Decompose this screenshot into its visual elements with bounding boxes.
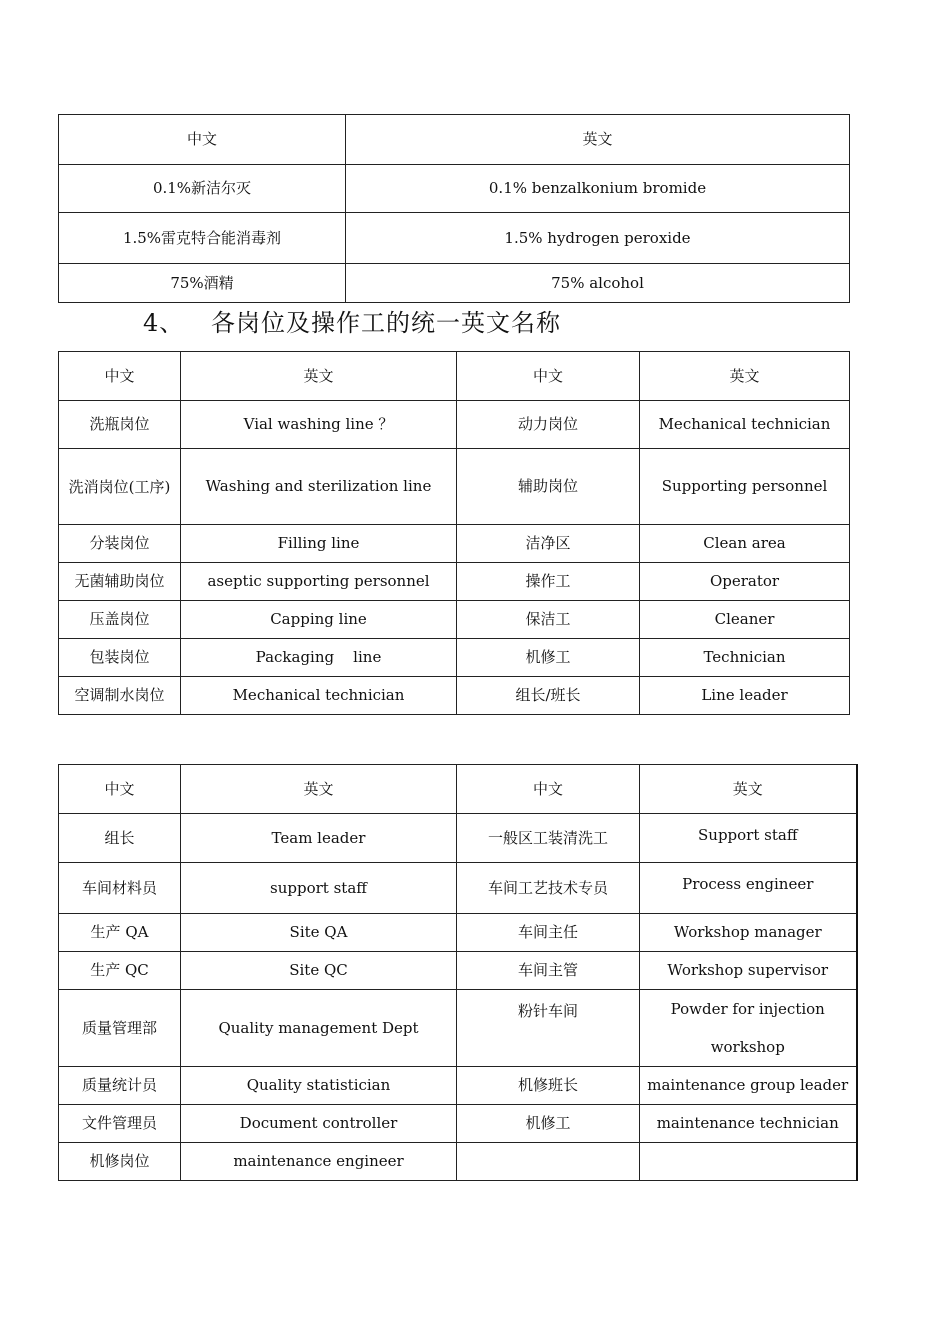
table-cell: 文件管理员 [59, 1105, 181, 1143]
table-cell: Clean area [640, 525, 850, 563]
table-row [59, 401, 850, 449]
table-cell: Cleaner [640, 601, 850, 639]
table-cell: Packaging line [181, 639, 457, 677]
table-cell: 机修岗位 [59, 1143, 181, 1181]
table-cell: Capping line [181, 601, 457, 639]
table-cell: 操作工 [457, 563, 640, 601]
table-row [59, 952, 857, 990]
table-cell: 车间主任 [457, 914, 640, 952]
table-cell: Document controller [181, 1105, 457, 1143]
table-cell: aseptic supporting personnel [181, 563, 457, 601]
table-row [59, 264, 850, 303]
header-cell: 中文 [59, 115, 346, 165]
table-cell: 洁净区 [457, 525, 640, 563]
table-cell: Technician [640, 639, 850, 677]
table-row [59, 563, 850, 601]
table-cell: Mechanical technician [640, 401, 850, 449]
table-cell: 机修工 [457, 639, 640, 677]
table-row [59, 1067, 857, 1105]
table-cell [457, 1143, 640, 1181]
table-cell: Process engineer [640, 863, 857, 914]
table-cell: 质量统计员 [59, 1067, 181, 1105]
table-row [59, 213, 850, 264]
staff-titles-table [58, 764, 858, 1181]
table-cell: Site QA [181, 914, 457, 952]
table-cell: 组长/班长 [457, 677, 640, 715]
table-cell: 辅助岗位 [457, 449, 640, 525]
table-cell: 0.1% benzalkonium bromide [346, 165, 850, 213]
table-cell: Quality statistician [181, 1067, 457, 1105]
section-number: 4、 [143, 309, 185, 337]
table-cell: maintenance technician [640, 1105, 857, 1143]
table-header-row [59, 352, 850, 401]
table-cell: 洗瓶岗位 [59, 401, 181, 449]
positions-table [58, 351, 850, 715]
table-cell: 车间主管 [457, 952, 640, 990]
table-cell: 粉针车间 [457, 990, 640, 1067]
table-cell: 75%酒精 [59, 264, 346, 303]
table-cell: maintenance group leader [640, 1067, 857, 1105]
table-cell: support staff [181, 863, 457, 914]
table-row [59, 1143, 857, 1181]
table-cell: Quality management Dept [181, 990, 457, 1067]
table-row [59, 639, 850, 677]
table-cell: 压盖岗位 [59, 601, 181, 639]
disinfectant-table [58, 114, 850, 303]
header-cell: 英文 [181, 352, 457, 401]
table-cell: 生产 QA [59, 914, 181, 952]
table-cell: Vial washing line ？ [181, 401, 457, 449]
table-cell: 机修工 [457, 1105, 640, 1143]
table-cell: Line leader [640, 677, 850, 715]
table-cell: 75% alcohol [346, 264, 850, 303]
table-cell: 机修班长 [457, 1067, 640, 1105]
table-cell: 一般区工装清洗工 [457, 814, 640, 863]
table-row [59, 814, 857, 863]
table-cell: 空调制水岗位 [59, 677, 181, 715]
table-cell: Powder for injection workshop [640, 990, 857, 1067]
header-cell: 英文 [181, 765, 457, 814]
table-cell: maintenance engineer [181, 1143, 457, 1181]
header-cell: 英文 [640, 765, 857, 814]
table-cell: 0.1%新洁尔灭 [59, 165, 346, 213]
table-cell: 动力岗位 [457, 401, 640, 449]
header-cell: 中文 [59, 765, 181, 814]
header-cell: 英文 [640, 352, 850, 401]
table-cell: Support staff [640, 814, 857, 863]
table-row [59, 1105, 857, 1143]
table-cell: Site QC [181, 952, 457, 990]
header-cell: 英文 [346, 115, 850, 165]
table-cell: Team leader [181, 814, 457, 863]
section-title: 各岗位及操作工的统一英文名称 [211, 309, 561, 337]
table-cell: 车间材料员 [59, 863, 181, 914]
table-row [59, 449, 850, 525]
table-cell: 洗消岗位(工序) [59, 449, 181, 525]
table-cell: Operator [640, 563, 850, 601]
header-cell: 中文 [59, 352, 181, 401]
table-header-row [59, 115, 850, 165]
table-cell: 组长 [59, 814, 181, 863]
table-cell: 包装岗位 [59, 639, 181, 677]
table-cell: 质量管理部 [59, 990, 181, 1067]
table-row [59, 914, 857, 952]
table-row [59, 677, 850, 715]
table-cell: 车间工艺技术专员 [457, 863, 640, 914]
table-cell: 1.5%雷克特合能消毒剂 [59, 213, 346, 264]
table-cell: Filling line [181, 525, 457, 563]
table-cell: Workshop manager [640, 914, 857, 952]
table-row [59, 863, 857, 914]
table-row [59, 165, 850, 213]
table-row [59, 601, 850, 639]
table-cell: 1.5% hydrogen peroxide [346, 213, 850, 264]
header-cell: 中文 [457, 352, 640, 401]
table-row [59, 525, 850, 563]
table-cell: Workshop supervisor [640, 952, 857, 990]
header-cell: 中文 [457, 765, 640, 814]
table-cell: Mechanical technician [181, 677, 457, 715]
table-cell [640, 1143, 857, 1181]
table-header-row [59, 765, 857, 814]
table-cell: 分装岗位 [59, 525, 181, 563]
table-row [59, 990, 857, 1067]
table-cell: 生产 QC [59, 952, 181, 990]
table-cell: Supporting personnel [640, 449, 850, 525]
table-cell: 无菌辅助岗位 [59, 563, 181, 601]
section-heading [143, 303, 561, 338]
table-cell: Washing and sterilization line [181, 449, 457, 525]
table-cell: 保洁工 [457, 601, 640, 639]
